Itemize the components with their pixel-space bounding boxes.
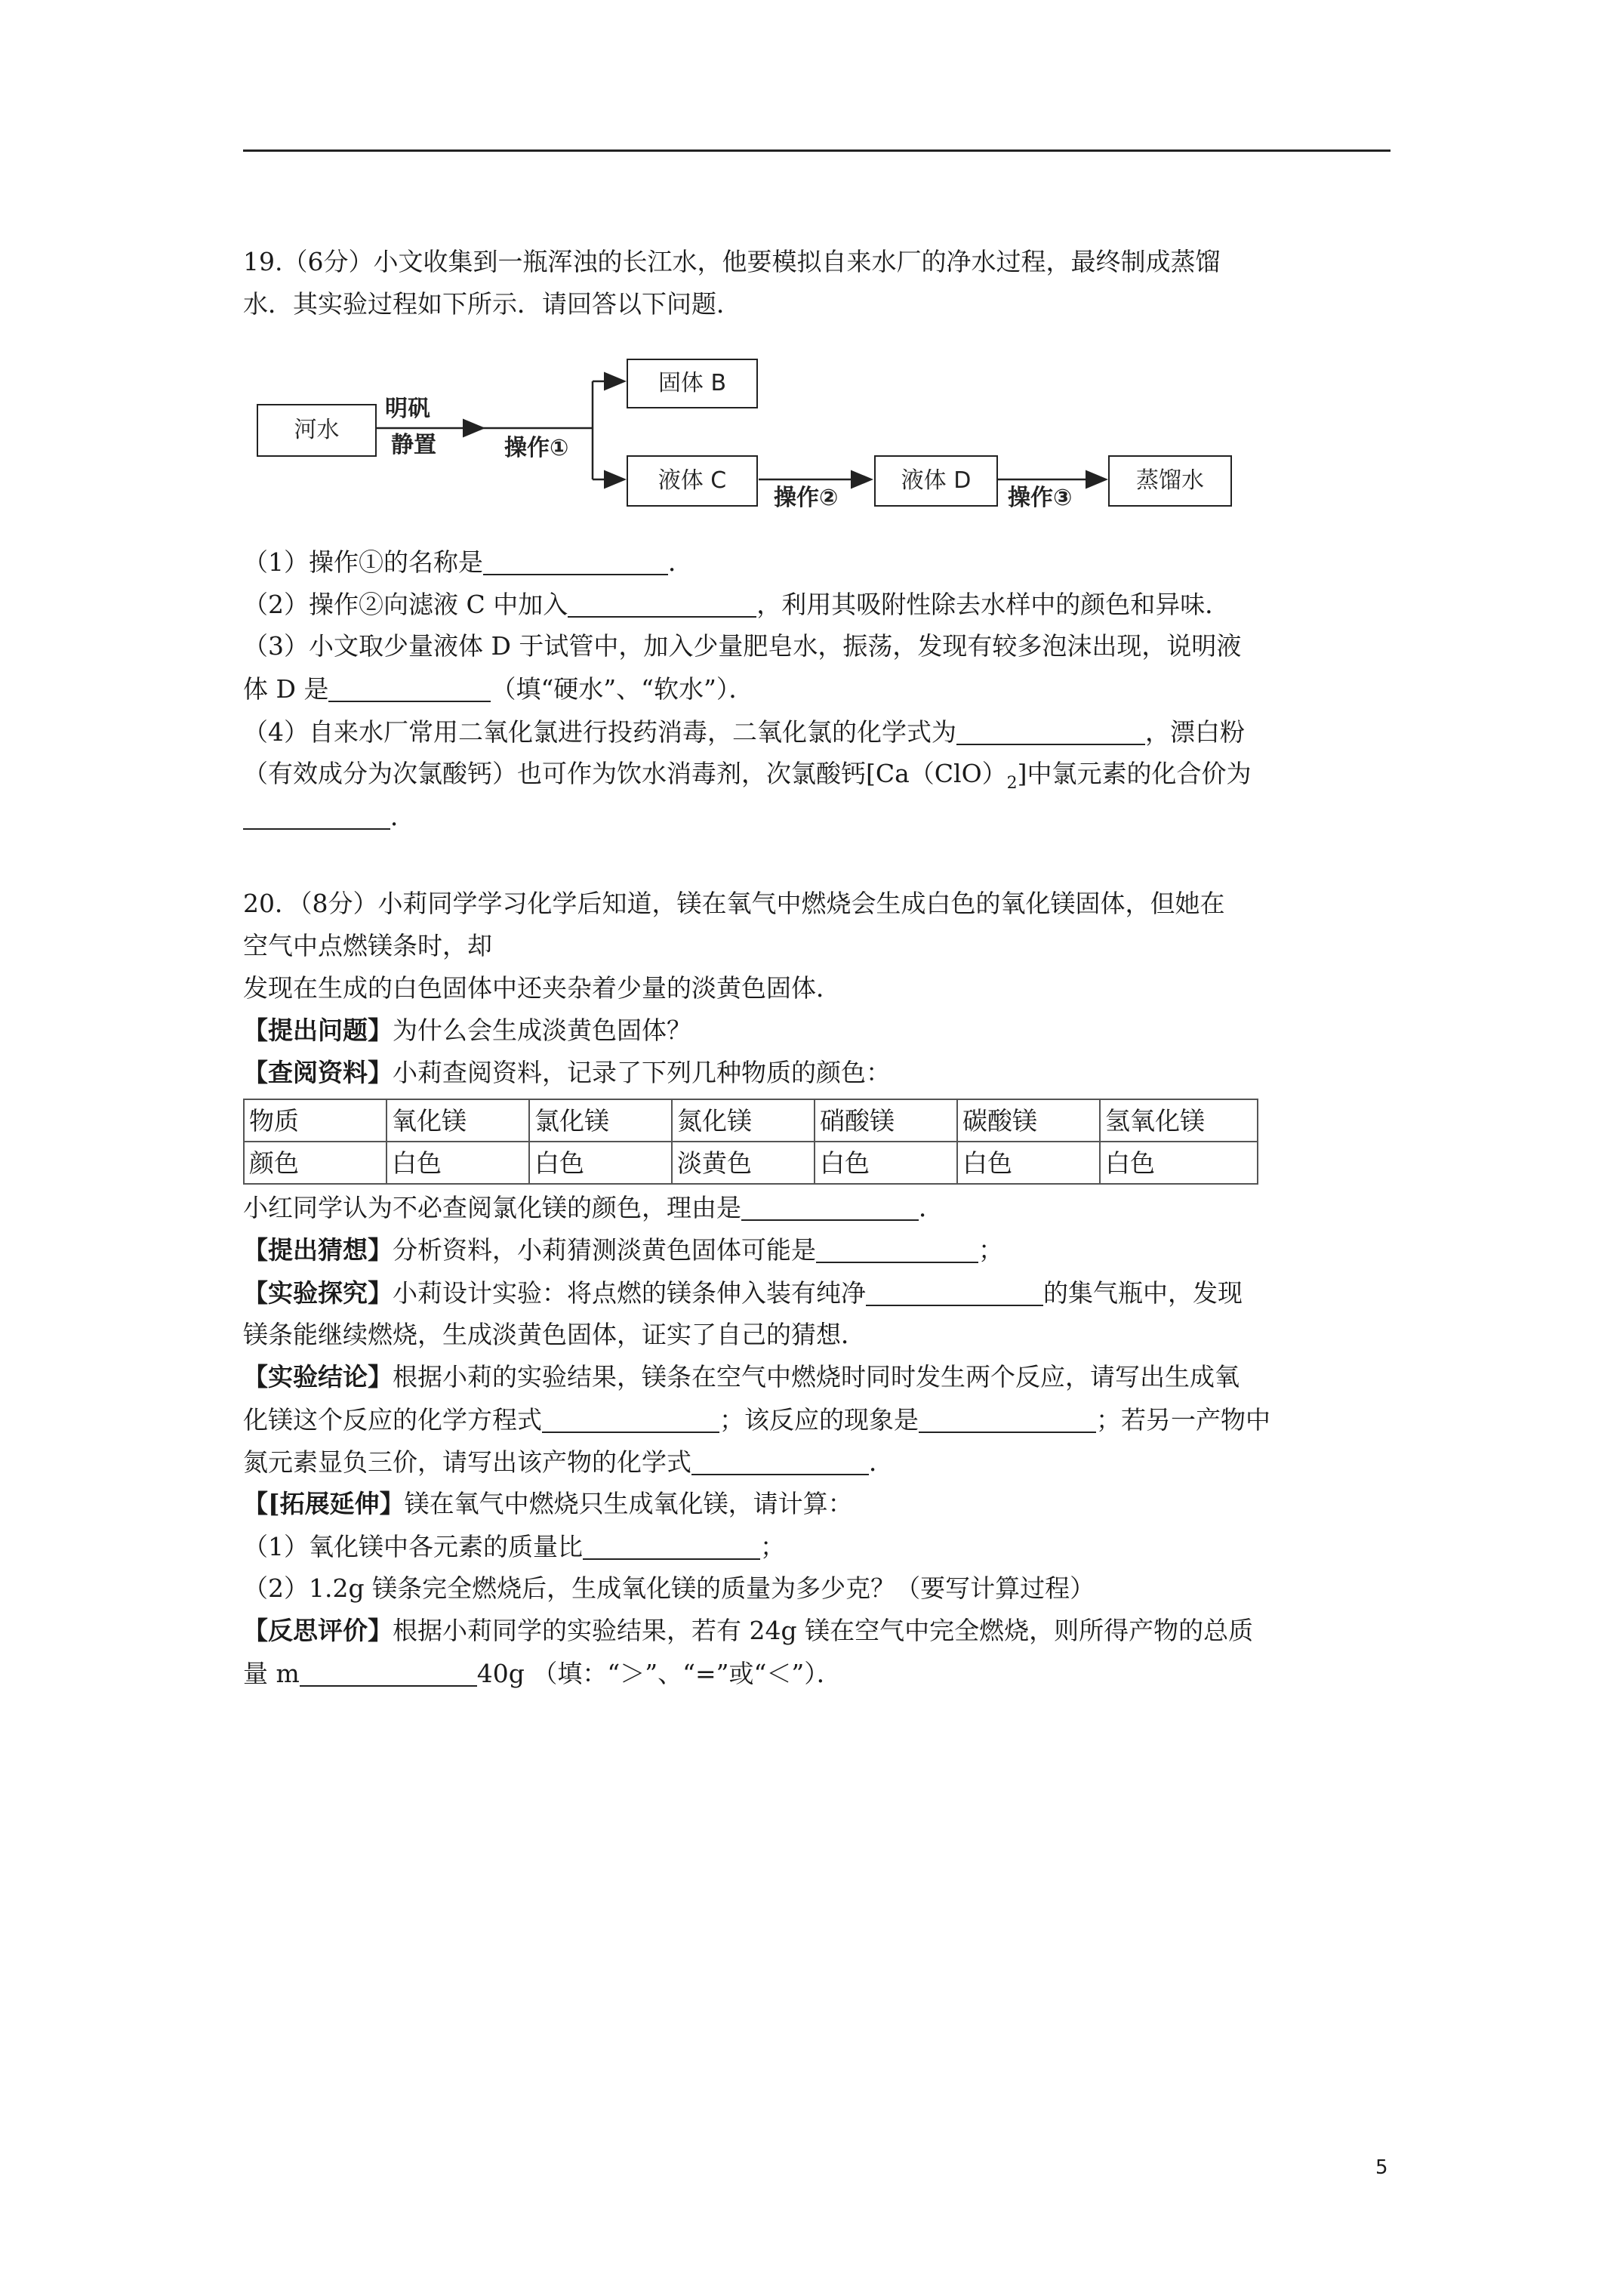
q19-sub-4-line-3-end: ． xyxy=(390,802,415,831)
table-cell: 白色 xyxy=(1100,1142,1258,1184)
q20-concl-l3-text: 氮元素显负三价，请写出该产物的化学式 xyxy=(243,1447,691,1477)
q20-reason-text: 小红同学认为不必查阅氯化镁的颜色，理由是 xyxy=(243,1193,741,1222)
table-cell: 氯化镁 xyxy=(529,1099,672,1142)
answer-blank[interactable] xyxy=(583,1533,760,1560)
q20-exp-text: 小莉设计实验：将点燃的镁条伸入装有纯净 xyxy=(393,1278,866,1308)
section-tag: 【反思评价】 xyxy=(243,1616,393,1645)
section-tag: 【查阅资料】 xyxy=(243,1058,393,1087)
q20-reason xyxy=(243,1194,944,1221)
q20-ask-text: 为什么会生成淡黄色固体？ xyxy=(393,1015,691,1045)
q19-sub-4-line-2-end: ]中氯元素的化合价为 xyxy=(1017,759,1252,788)
answer-blank[interactable] xyxy=(866,1280,1043,1306)
table-cell: 氮化镁 xyxy=(672,1099,815,1142)
q19-line-1: 19.（6分）小文收集到一瓶浑浊的长江水，他要模拟自来水厂的净水过程，最终制成蒸馏 xyxy=(243,247,1221,276)
operation-3-label: 操作③ xyxy=(1008,485,1073,511)
q19-sub-3-line-1: （3）小文取少量液体 D 于试管中，加入少量肥皂水，振荡，发现有较多泡沫出现，说明液 xyxy=(243,631,1242,661)
q19-sub-3-end: （填“硬水”、“软水”）． xyxy=(491,674,754,704)
answer-blank[interactable] xyxy=(568,591,756,618)
operation-2-label: 操作② xyxy=(774,485,839,511)
q20-concl xyxy=(243,1364,1240,1389)
table-cell: 颜色 xyxy=(244,1142,387,1184)
table-cell: 白色 xyxy=(815,1142,957,1184)
river-water-box: 河水 xyxy=(257,404,377,457)
table-row xyxy=(244,1099,1258,1142)
liquid-c-box: 液体 C xyxy=(627,455,758,507)
answer-blank[interactable] xyxy=(816,1237,978,1263)
q20-concl-line-2 xyxy=(243,1407,1270,1433)
section-tag: 【提出猜想】 xyxy=(243,1235,393,1265)
q20-ext-1 xyxy=(243,1533,785,1560)
q20-exp-end: 的集气瓶中，发现 xyxy=(1043,1278,1243,1308)
answer-blank[interactable] xyxy=(483,549,668,575)
answer-blank[interactable] xyxy=(243,803,390,830)
q20-guess-text: 分析资料，小莉猜测淡黄色固体可能是 xyxy=(393,1235,816,1265)
q19-sub-4-text: （4）自来水厂常用二氧化氯进行投药消毒，二氧化氯的化学式为 xyxy=(243,717,956,747)
table-cell: 碳酸镁 xyxy=(957,1099,1100,1142)
substance-color-table xyxy=(243,1099,1258,1185)
distilled-water-box: 蒸馏水 xyxy=(1108,455,1232,507)
section-tag: 【[拓展延伸】 xyxy=(243,1489,405,1518)
section-tag: 【实验探究】 xyxy=(243,1278,393,1308)
section-tag: 【提出问题】 xyxy=(243,1015,393,1045)
q20-ref xyxy=(243,1060,891,1085)
q19-sub-1 xyxy=(243,549,693,575)
q19-sub-4-end: ，漂白粉 xyxy=(1145,717,1245,747)
answer-blank[interactable] xyxy=(741,1194,919,1221)
liquid-d-box: 液体 D xyxy=(874,455,998,507)
table-cell: 白色 xyxy=(387,1142,529,1184)
q20-ref-text: 小莉查阅资料，记录了下列几种物质的颜色： xyxy=(393,1058,891,1087)
q20-reason-end: ． xyxy=(919,1193,944,1222)
q20-guess xyxy=(243,1237,1003,1263)
q20-eval-l2-text: 量 m xyxy=(243,1659,300,1688)
answer-blank[interactable] xyxy=(328,676,491,702)
page-number: 5 xyxy=(1375,2156,1388,2179)
section-tag: 【实验结论】 xyxy=(243,1362,393,1391)
reagent-alum-label: 明矾 xyxy=(385,396,430,422)
q20-line-2: 空气中点燃镁条时，却 xyxy=(243,931,492,960)
q19-sub-2 xyxy=(243,591,1230,618)
q20-exp-line-2: 镁条能继续燃烧，生成淡黄色固体，证实了自己的猜想． xyxy=(243,1320,866,1349)
q20-ext-1-end: ； xyxy=(760,1532,785,1561)
table-row xyxy=(244,1142,1258,1184)
q20-concl-l3-end: ． xyxy=(869,1447,894,1477)
header-rule xyxy=(243,149,1390,152)
answer-blank[interactable] xyxy=(300,1660,477,1687)
table-cell: 物质 xyxy=(244,1099,387,1142)
table-cell: 氧化镁 xyxy=(387,1099,529,1142)
q20-ext-2: （2）1.2g 镁条完全燃烧后，生成氧化镁的质量为多少克？（要写计算过程） xyxy=(243,1573,1095,1603)
q20-line-3: 发现在生成的白色固体中还夹杂着少量的淡黄色固体． xyxy=(243,973,841,1003)
q20-line-1: 20．（8分）小莉同学学习化学后知道，镁在氧气中燃烧会生成白色的氧化镁固体，但她在 xyxy=(243,889,1225,918)
q19-sub-4-line-3 xyxy=(243,803,415,830)
q20-ask xyxy=(243,1015,691,1045)
answer-blank[interactable] xyxy=(956,719,1145,745)
operation-1-label: 操作① xyxy=(504,435,569,461)
q20-exp xyxy=(243,1280,1243,1306)
q19-line-2: 水．其实验过程如下所示．请回答以下问题． xyxy=(243,289,741,319)
q20-eval xyxy=(243,1618,1253,1643)
answer-blank[interactable] xyxy=(542,1407,719,1433)
q20-ext xyxy=(243,1491,853,1516)
table-cell: 淡黄色 xyxy=(672,1142,815,1184)
q19-sub-4-line-2-text: （有效成分为次氯酸钙）也可作为饮水消毒剂，次氯酸钙[Ca（ClO） xyxy=(243,759,1007,788)
q20-eval-line-2 xyxy=(243,1660,842,1687)
table-cell: 白色 xyxy=(957,1142,1100,1184)
q19-sub-1-text: （1）操作①的名称是 xyxy=(243,547,483,577)
q20-concl-line-3 xyxy=(243,1449,894,1475)
table-cell: 白色 xyxy=(529,1142,672,1184)
q20-concl-l2-mid: ；该反应的现象是 xyxy=(719,1405,919,1435)
subscript: 2 xyxy=(1006,774,1018,793)
purification-flow-diagram xyxy=(257,359,1253,525)
q19-sub-4-line-2 xyxy=(243,761,1252,792)
q19-sub-1-end: ． xyxy=(668,547,693,577)
table-cell: 硝酸镁 xyxy=(815,1099,957,1142)
q20-concl-l2-text: 化镁这个反应的化学方程式 xyxy=(243,1405,542,1435)
reagent-settle-label: 静置 xyxy=(391,432,436,458)
q20-concl-l2-end: ；若另一产物中 xyxy=(1096,1405,1270,1435)
q19-sub-2-text: （2）操作②向滤液 C 中加入 xyxy=(243,590,568,619)
q20-concl-text: 根据小莉的实验结果，镁条在空气中燃烧时同时发生两个反应，请写出生成氧 xyxy=(393,1362,1240,1391)
answer-blank[interactable] xyxy=(691,1449,869,1475)
q20-eval-text: 根据小莉同学的实验结果，若有 24g 镁在空气中完全燃烧，则所得产物的总质 xyxy=(393,1616,1254,1645)
table-cell: 氢氧化镁 xyxy=(1100,1099,1258,1142)
q19-sub-3-text: 体 D 是 xyxy=(243,674,329,704)
q19-sub-4-line-1 xyxy=(243,719,1245,745)
q20-guess-end: ； xyxy=(978,1235,1003,1265)
solid-b-box: 固体 B xyxy=(627,359,758,408)
q20-ext-text: 镁在氧气中燃烧只生成氧化镁，请计算： xyxy=(404,1489,853,1518)
q19-sub-3-line-2 xyxy=(243,676,753,702)
answer-blank[interactable] xyxy=(919,1407,1096,1433)
q19-sub-2-end: ，利用其吸附性除去水样中的颜色和异味． xyxy=(756,590,1230,619)
q20-eval-l2-end: 40g （填：“＞”、“=”或“＜”）． xyxy=(476,1659,842,1688)
q20-ext-1-text: （1）氧化镁中各元素的质量比 xyxy=(243,1532,583,1561)
